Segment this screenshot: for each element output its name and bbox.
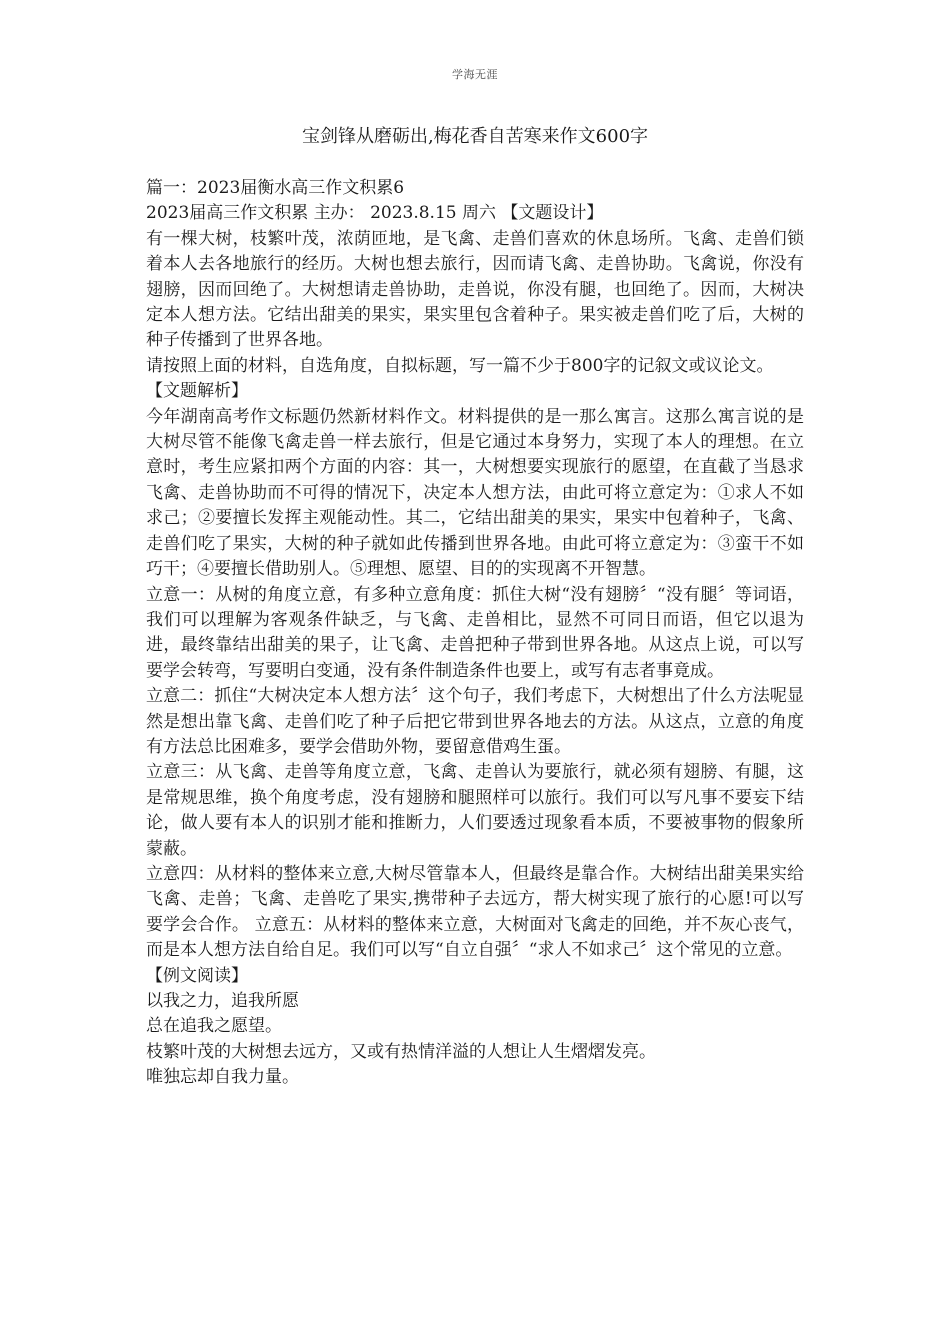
idea-four-five-paragraph: 立意四：从材料的整体来立意,大树尽管靠本人，但最终是靠合作。大树结出甜美果实给飞禽、走兽；飞禽、走兽吃了果实,携带种子去远方，帮大树实现了旅行的心愿!可以写要学会合作。 立意五：从材料的整体来立意，大树面对飞禽走的回绝，并不灰心丧气，而是本人想方法自给自足。我们可以写“自立自强〞“求人不如求己〞这个常见的立意。 (146, 863, 804, 961)
analysis-paragraph: 今年湖南高考作文标题仍然新材料作文。材料提供的是一那么寓言。这那么寓言说的是大树尽管不能像飞禽走兽一样去旅行，但是它通过本身努力，实现了本人的理想。在立意时，考生应紧扣两个方面的内容：其一，大树想要实现旅行的愿望，在直截了当恳求飞禽、走兽协助而不可得的情况下，决定本人想方法，由此可将立意定为：①求人不如求己；②要擅长发挥主观能动性。其二，它结出甜美的果实，果实中包着种子，飞禽、走兽们吃了果实，大树的种子就如此传播到世界各地。由此可将立意定为：③蛮干不如巧干；④要擅长借助别人。⑤理想、愿望、目的的实现离不开智慧。 (146, 406, 804, 580)
prompt-material-paragraph: 有一棵大树，枝繁叶茂，浓荫匝地，是飞禽、走兽们喜欢的休息场所。飞禽、走兽们锁着本人去各地旅行的经历。大树也想去旅行，因而请飞禽、走兽协助。飞禽说，你没有翅膀，因而回绝了。大树想请走兽协助，走兽说，你没有腿，也回绝了。因而，大树决定本人想方法。它结出甜美的果实，果实里包含着种子。果实被走兽们吃了后，大树的种子传播到了世界各地。 (146, 228, 804, 351)
example-line: 唯独忘却自我力量。 (146, 1067, 299, 1088)
section-heading-analysis: 【文题解析】 (146, 381, 248, 402)
meta-line: 2023届高三作文积累 主办： 2023.8.15 周六 【文题设计】 (146, 203, 604, 224)
example-line: 枝繁叶茂的大树想去远方，又或有热情洋溢的人想让人生熠熠发亮。 (146, 1041, 656, 1062)
section-heading-part-one: 篇一：2023届衡水高三作文积累6 (146, 178, 405, 198)
document-title: 宝剑锋从磨砺出,梅花香自苦寒来作文600字 (301, 126, 649, 147)
example-line: 总在追我之愿望。 (146, 1016, 282, 1037)
idea-one-paragraph: 立意一：从树的角度立意，有多种立意角度：抓住大树“没有翅膀〞“没有腿〞等词语，我们可以理解为客观条件缺乏，与飞禽、走兽相比，显然不可同日而语，但它以退为进，最终靠结出甜美的果子，让飞禽、走兽把种子带到世界各地。从这点上说，可以写要学会转弯，写要明白变通，没有条件制造条件也要上，或写有志者事竟成。 (146, 584, 804, 681)
idea-three-paragraph: 立意三：从飞禽、走兽等角度立意，飞禽、走兽认为要旅行，就必须有翅膀、有腿，这是常规思维，换个角度考虑，没有翅膀和腿照样可以旅行。我们可以写凡事不要妄下结论，做人要有本人的识别才能和推断力，人们要透过现象看本质，不要被事物的假象所蒙蔽。 (146, 762, 804, 859)
document-body (146, 176, 804, 1091)
example-title: 以我之力，追我所愿 (146, 991, 299, 1011)
prompt-instruction-paragraph: 请按照上面的材料，自选角度，自拟标题，写一篇不少于800字的记叙文或议论文。 (146, 355, 774, 376)
page-header: 学海无涯 (452, 68, 498, 81)
section-heading-example: 【例文阅读】 (146, 965, 248, 986)
idea-two-paragraph: 立意二：抓住“大树决定本人想方法〞这个句子，我们考虑下，大树想出了什么方法呢显然是想出靠飞禽、走兽们吃了种子后把它带到世界各地去的方法。从这点，立意的角度有方法总比困难多，要学会借助外物，要留意借鸡生蛋。 (146, 686, 804, 757)
